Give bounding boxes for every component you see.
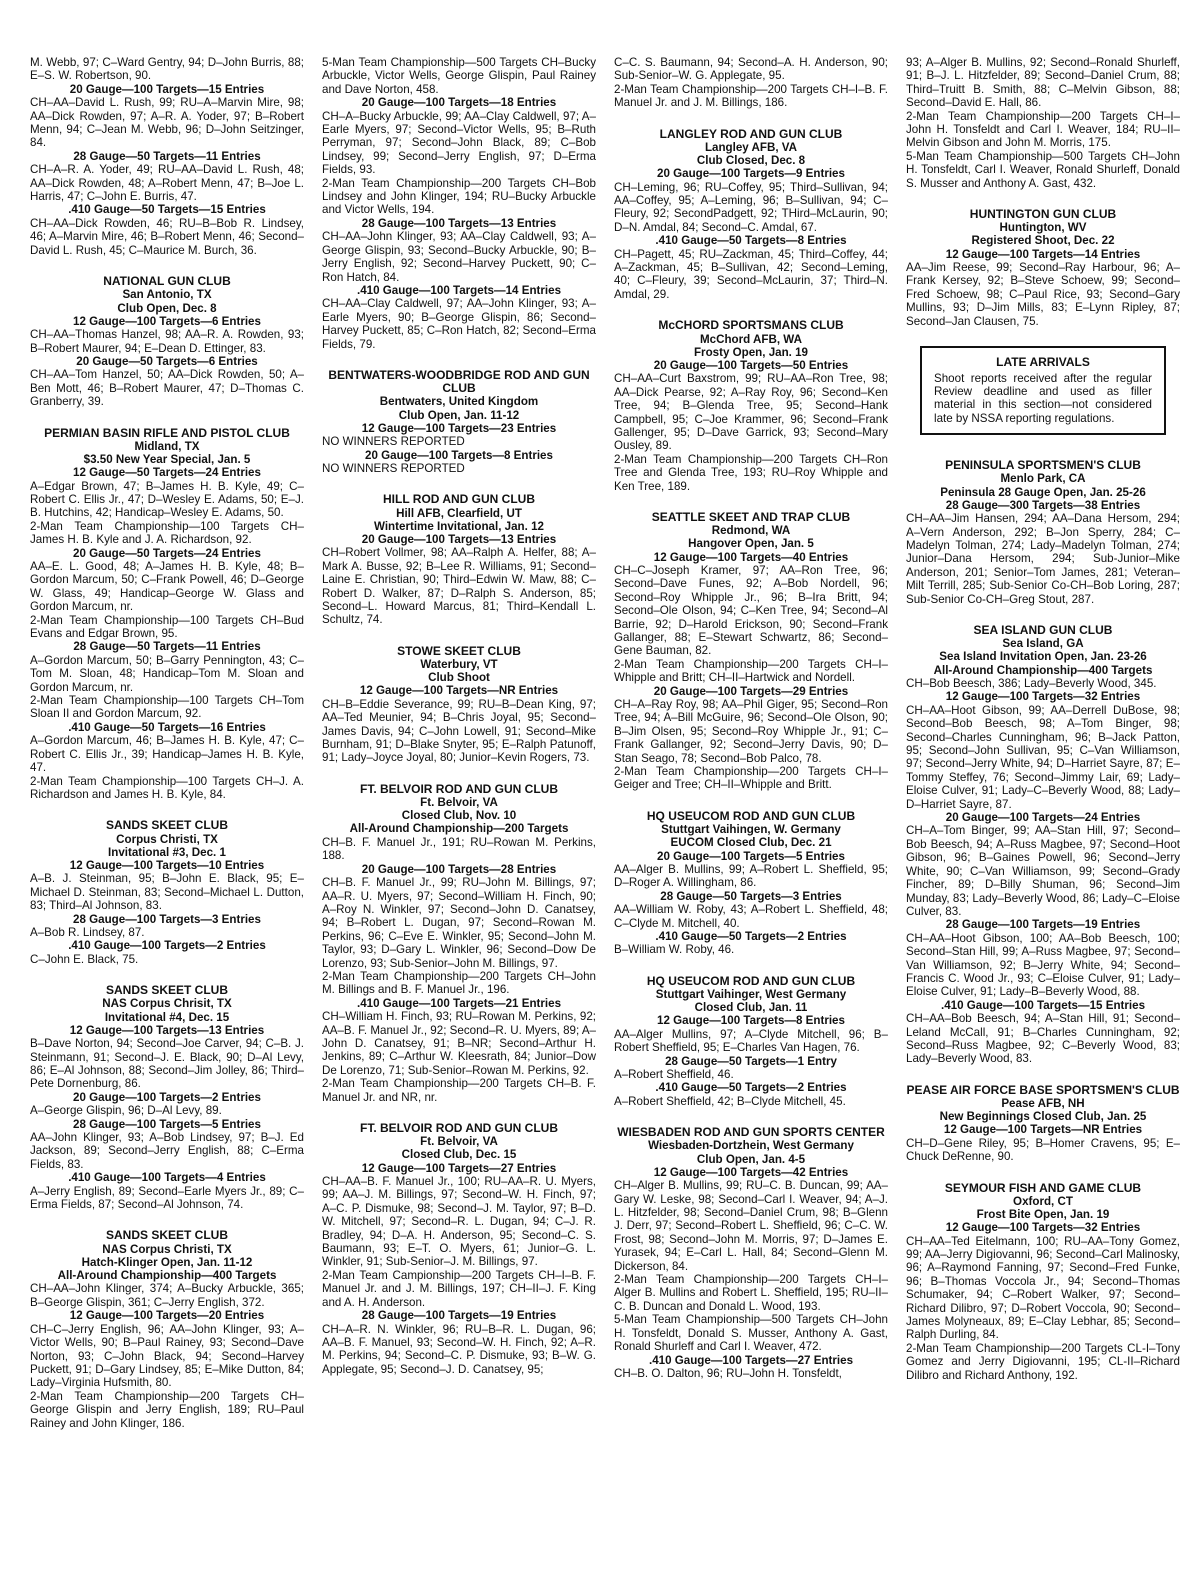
event-heading: 12 Gauge—100 Targets—40 Entries — [653, 550, 849, 564]
event-heading: .410 Gauge—50 Targets—15 Entries — [68, 203, 266, 217]
club-location: Langley AFB, VA — [704, 140, 798, 154]
event-heading: 20 Gauge—100 Targets—18 Entries — [361, 96, 557, 110]
results-text: 2-Man Team Championship—200 Targets CH–John M. Billings and B. F. Manuel Jr., 196. — [322, 969, 596, 997]
club-name: McCHORD SPORTSMANS CLUB — [658, 318, 844, 333]
club-location: Pease AFB, NH — [1001, 1097, 1085, 1110]
club-name: SEATTLE SKEET AND TRAP CLUB — [651, 509, 851, 524]
club-name: WIESBADEN ROD AND GUN SPORTS CENTER — [617, 1125, 885, 1140]
results-text: CH–AA–B. F. Manuel Jr., 100; RU–AA–R. U. Myers, 99; AA–J. M. Billings, 97; Second–W. H. Finch, 97; A–C. P. Dismuke, 98; Second–J. M. Taylor, 97; B–D. W. Mitchell, 97; Second–R. L. Dugan, 94; C–J. R. Bradley, 94; D–A. H. Anderson, 95; Second–C. S. Baumann, 93; E–T. O. Myers, 61; Junior–G. L. Winkler, 91; Sub-Senior–J. M. Billings, 97. — [322, 1175, 596, 1269]
club-header — [614, 319, 888, 359]
event-heading: 12 Gauge—100 Targets—10 Entries — [69, 858, 265, 872]
club-results — [614, 511, 888, 792]
club-header — [906, 208, 1180, 248]
club-results — [322, 493, 596, 626]
event-heading: 20 Gauge—100 Targets—5 Entries — [657, 849, 845, 863]
club-name: SEYMOUR FISH AND GAME CLUB — [944, 1180, 1142, 1195]
results-text: AA–Alger Mullins, 97; A–Clyde Mitchell, 96; B–Robert Sheffield, 95; E–Charles Van Hagen, 76. — [614, 1027, 888, 1055]
event-heading: 28 Gauge—100 Targets—13 Entries — [361, 216, 557, 230]
club-header — [614, 1126, 888, 1166]
results-text: A–Robert Sheffield, 46. — [614, 1067, 734, 1081]
results-text: CH–A–Tom Binger, 99; AA–Stan Hill, 97; Second–Bob Beesch, 94; A–Russ Magbee, 97; Second–Hoot Gibson, 96; B–Gaines Powell, 96; Second–Jerry White, 90; C–Van Williamson, 99; Second–Grady Fincher, 89; D–Billy Shuman, 96; Second–Jim Munday, 83; Lady–Beverly Wood, 86; Lady–C–Eloise Culver, 83. — [906, 824, 1180, 918]
event-name: Frosty Open, Jan. 19 — [693, 345, 809, 359]
results-text: 2-Man Team Championship—200 Targets CH–Ron Tree and Glenda Tree, 193; RU–Roy Whipple and Ken Tree, 189. — [614, 452, 888, 493]
event-heading: 12 Gauge—100 Targets—20 Entries — [69, 1309, 265, 1323]
event-heading: 12 Gauge—100 Targets—NR Entries — [359, 684, 559, 698]
event-name: Frost Bite Open, Jan. 19 — [976, 1208, 1110, 1222]
club-results — [322, 369, 596, 475]
results-text: 2-Man Team Campionship—200 Targets CH–I–B. F. Manuel Jr. and J. M. Billings, 197; CH–II–J. F. King and A. H. Anderson. — [322, 1268, 596, 1309]
event-heading: 20 Gauge—50 Targets—6 Entries — [76, 354, 258, 368]
event-heading: 20 Gauge—100 Targets—15 Entries — [69, 82, 265, 96]
results-text: C–C. S. Baumann, 94; Second–A. H. Anderson, 90; Sub-Senior–W. G. Applegate, 95. — [614, 56, 888, 83]
club-name: SANDS SKEET CLUB — [105, 818, 228, 833]
event-name: Hangover Open, Jan. 5 — [688, 537, 814, 551]
event-heading: .410 Gauge—100 Targets—14 Entries — [356, 283, 562, 297]
results-text: CH–AA–Hoot Gibson, 100; AA–Bob Beesch, 100; Second–Stan Hill, 99; A–Russ Magbee, 97; Second–Van Williamson, 92; B–Jerry White, 94; Second–Francis C. Wood Jr., 93; C–Eloise Culver, 91; Lady–Eloise Culver, 91; Lady–B–Beverly Wood, 88. — [906, 931, 1180, 999]
event-name: Sea Island Invitation Open, Jan. 23-26 — [939, 650, 1147, 664]
club-results — [614, 810, 888, 957]
club-location: Midland, TX — [134, 439, 200, 453]
results-text: NO WINNERS REPORTED — [322, 435, 465, 449]
event-name: Closed Club, Jan. 11 — [694, 1001, 808, 1015]
event-heading: 12 Gauge—100 Targets—8 Entries — [657, 1014, 845, 1028]
club-header — [30, 984, 304, 1024]
event-heading: 20 Gauge—100 Targets—24 Entries — [945, 811, 1141, 825]
club-results — [322, 645, 596, 765]
club-results — [30, 427, 304, 802]
results-text: CH–B–Eddie Severance, 99; RU–B–Dean King, 97; AA–Ted Meunier, 94; B–Chris Joyal, 95; Second–James Davis, 94; C–John Lowell, 91; Second–Mike Burnham, 91; D–Blake Snyter, 95; E–Ralph Patunoff, 91; Lady–Joyce Joyal, 80; Junior–Kevin Rogers, 73. — [322, 697, 596, 765]
event-heading: 20 Gauge—100 Targets—29 Entries — [653, 684, 849, 698]
results-text: CH–AA–Hoot Gibson, 99; AA–Derrell DuBose, 98; Second–Bob Beesch, 98; A–Tom Binger, 98; Second–Charles Cunningham, 96; B–Jack Patton, 95; Second–John Sullivan, 95; C–Van Williamson, 97; Second–Jerry White, 94; D–Harriet Sayre, 87; E–Tommy Steffey, 76; Second–Jimmy Lair, 69; Lady–Eloise Culver, 91; Lady–C–Beverly Wood, 88; Lady–D–Harriet Sayre, 87. — [906, 703, 1180, 811]
club-results — [30, 1229, 304, 1429]
club-location: Corpus Christi, TX — [116, 832, 218, 846]
results-text: CH–Leming, 96; RU–Coffey, 95; Third–Sullivan, 94; AA–Coffey, 95; A–Leming, 96; B–Sullivan, 94; C–Fleury, 92; SecondPadgett, 92; THird–McLaurin, 90; D–N. Amdal, 84; Second–C. Amdal, 67. — [614, 180, 888, 234]
club-name: STOWE SKEET CLUB — [397, 643, 521, 658]
results-text: CH–AA–Tom Hanzel, 50; AA–Dick Rowden, 50; A–Ben Mott, 46; B–Robert Maurer, 47; D–Thomas C. Granberry, 39. — [30, 368, 304, 409]
club-name: HQ USEUCOM ROD AND GUN CLUB — [646, 808, 856, 823]
event-heading: 20 Gauge—100 Targets—28 Entries — [361, 862, 557, 876]
club-results — [322, 783, 596, 1104]
results-text: CH–A–Ray Roy, 98; AA–Phil Giger, 95; Second–Ron Tree, 94; A–Bill McGuire, 96; Second–Ole Olson, 90; B–Jim Olsen, 95; Second–Roy Whipple Jr., 91; C–Frank Gallanger, 92; Second–Jerry Davis, 90; D–Stan Seago, 78; Second–Bob Palco, 78. — [614, 698, 888, 765]
event-name: New Beginnings Closed Club, Jan. 25 — [939, 1110, 1147, 1124]
club-name: LANGLEY ROD AND GUN CLUB — [659, 126, 843, 141]
club-name: FT. BELVOIR ROD AND GUN CLUB — [360, 781, 558, 796]
event-heading: All-Around Championship—400 Targets — [933, 663, 1153, 677]
event-heading: .410 Gauge—50 Targets—16 Entries — [68, 720, 266, 734]
club-location: San Antonio, TX — [122, 288, 212, 302]
event-heading: .410 Gauge—50 Targets—2 Entries — [655, 929, 847, 943]
column-1 — [30, 56, 304, 1556]
club-results — [322, 56, 596, 351]
event-name: Club Open, Jan. 4-5 — [696, 1152, 806, 1166]
club-header — [322, 645, 596, 685]
club-location: Oxford, CT — [1013, 1194, 1073, 1208]
results-text: CH–AA–John Klinger, 93; AA–Clay Caldwell, 93; A–George Glispin, 93; Second–Bucky Arbuckle, 90; B–Jerry English, 92; Second–Harvey Puckett, 90; C–Ron Hatch, 84. — [322, 230, 596, 284]
event-heading: 28 Gauge—100 Targets—5 Entries — [73, 1117, 261, 1131]
club-header — [614, 511, 888, 551]
club-name: SANDS SKEET CLUB — [105, 1228, 228, 1243]
club-location: Ft. Belvoir, VA — [420, 1135, 498, 1149]
results-text: CH–B. O. Dalton, 96; RU–John H. Tonsfeldt, — [614, 1366, 842, 1380]
club-results — [30, 275, 304, 408]
results-text: 2-Man Team Championship—100 Targets CH–Tom Sloan II and Gordon Marcum, 92. — [30, 694, 304, 721]
results-text: 2-Man Team Championship—200 Targets CH–I–Whipple and Britt; CH–II–Hartwick and Nordell. — [614, 657, 888, 685]
results-text: A–Robert Sheffield, 42; B–Clyde Mitchell, 45. — [614, 1094, 846, 1108]
results-text: CH–A–Bucky Arbuckle, 99; AA–Clay Caldwell, 97; A–Earle Myers, 97; Second–Victor Wells, 95; B–Ruth Perryman, 97; Second–John Black, 89; C–Bob Lindsey, 99; Second–Jerry English, 97; D–Erma Fields, 93. — [322, 109, 596, 177]
club-name: HUNTINGTON GUN CLUB — [969, 207, 1117, 222]
results-text: C–John E. Black, 75. — [30, 952, 139, 966]
results-text: 2-Man Team Championship—100 Targets CH–J. A. Richardson and James H. B. Kyle, 84. — [30, 774, 304, 801]
club-location: Stuttgart Vaihinger, West Germany — [655, 987, 847, 1001]
event-name: Invitational #3, Dec. 1 — [108, 845, 226, 859]
event-heading: 20 Gauge—100 Targets—2 Entries — [73, 1090, 261, 1104]
event-heading: 12 Gauge—100 Targets—23 Entries — [361, 421, 557, 435]
event-name: Registered Shoot, Dec. 22 — [971, 234, 1115, 248]
results-text: 2-Man Team Championship—200 Targets CH–I–Geiger and Tree; CH–II–Whipple and Britt. — [614, 765, 888, 792]
club-header — [30, 275, 304, 315]
club-location: Waterbury, VT — [420, 658, 498, 672]
club-name: PERMIAN BASIN RIFLE AND PISTOL CLUB — [44, 425, 290, 440]
event-heading: 28 Gauge—300 Targets—38 Entries — [945, 498, 1141, 512]
box-title: LATE ARRIVALS — [996, 355, 1090, 370]
club-name: HQ USEUCOM ROD AND GUN CLUB — [646, 973, 856, 988]
event-name: Club Shoot — [428, 671, 490, 685]
club-results — [614, 1126, 888, 1380]
event-name: $3.50 New Year Special, Jan. 5 — [83, 452, 251, 466]
club-results — [906, 208, 1180, 328]
results-text: CH–AA–Curt Baxstrom, 99; RU–AA–Ron Tree, 98; AA–Dick Pearse, 92; A–Ray Roy, 96; Second–Ken Tree, 94; B–Glenda Tree, 95; Second–Hank Campbell, 95; C–Joe Krammer, 96; Second–Frank Gallenger, 95; D–Dave Garrick, 93; Second–Mary Ousley, 89. — [614, 372, 888, 453]
results-text: CH–William H. Finch, 93; RU–Rowan M. Perkins, 92; AA–B. F. Manuel Jr., 92; Second–R. U. Myers, 89; A–John D. Canatsey, 91; B–NR; Second–Arthur H. Jenkins, 89; C–Arthur W. Kleesrath, 84; Junior–Dow De Lorenzo, 71; Sub-Senior–Rowan M. Perkins, 92. — [322, 1010, 596, 1077]
club-results — [614, 975, 888, 1108]
club-results — [906, 1084, 1180, 1164]
event-heading: 20 Gauge—100 Targets—50 Entries — [653, 358, 849, 372]
results-text: 2-Man Team Championship—200 Targets CL-I–Tony Gomez and Jerry Digiovanni, 195; CL-II–Richard Dilibro and Richard Anthony, 192. — [906, 1341, 1180, 1382]
event-heading: 12 Gauge—100 Targets—NR Entries — [943, 1123, 1143, 1137]
club-header — [30, 1229, 304, 1269]
column-4 — [906, 56, 1180, 1556]
event-name: Club Open, Jan. 11-12 — [398, 408, 520, 422]
event-name: Peninsula 28 Gauge Open, Jan. 25-26 — [940, 485, 1146, 499]
club-results — [614, 319, 888, 493]
event-heading: 28 Gauge—100 Targets—3 Entries — [73, 912, 261, 926]
club-results — [906, 56, 1180, 190]
results-text: AA–John Klinger, 93; A–Bob Lindsey, 97; B–J. Ed Jackson, 89; Second–Jerry English, 88; C–Erma Fields, 83. — [30, 1131, 304, 1171]
event-heading: All-Around Championship—200 Targets — [349, 822, 569, 836]
event-heading: .410 Gauge—100 Targets—21 Entries — [356, 996, 562, 1010]
club-location: Bentwaters, United Kingdom — [379, 395, 539, 409]
event-heading: .410 Gauge—100 Targets—15 Entries — [940, 998, 1146, 1012]
results-text: A–Gordon Marcum, 46; B–James H. B. Kyle, 47; C–Robert C. Ellis Jr., 39; Handicap–James H. B. Kyle, 47. — [30, 734, 304, 775]
results-text: 2-Man Team Championship—200 Targets CH–B. F. Manuel Jr. and NR, nr. — [322, 1077, 596, 1104]
results-text: 5-Man Team Championship—500 Targets CH–John H. Tonsfeldt, Donald S. Musser, Anthony A. Gast, Ronald Shurleff and Carl I. Weaver, 472. — [614, 1313, 888, 1354]
results-text: CH–AA–John Klinger, 374; A–Bucky Arbuckle, 365; B–George Glispin, 361; C–Jerry English, 372. — [30, 1282, 304, 1309]
club-header — [322, 369, 596, 422]
event-heading: 20 Gauge—50 Targets—24 Entries — [73, 546, 261, 560]
club-header — [906, 624, 1180, 664]
event-heading: 12 Gauge—100 Targets—32 Entries — [945, 1221, 1141, 1235]
results-text: AA–E. L. Good, 48; A–James H. B. Kyle, 48; B–Gordon Marcum, 50; C–Frank Powell, 46; D–George W. Glass, 49; Handicap–George W. Glass and Gordon Marcum, nr. — [30, 560, 304, 614]
results-text: 2-Man Team Championship—200 Targets CH–I–B. F. Manuel Jr. and J. M. Billings, 186. — [614, 82, 888, 110]
results-text: AA–William W. Roby, 43; A–Robert L. Sheffield, 48; C–Clyde M. Mitchell, 40. — [614, 903, 888, 930]
results-text: B–William W. Roby, 46. — [614, 943, 735, 957]
results-text: A–B. J. Steinman, 95; B–John E. Black, 95; E–Michael D. Steinman, 83; Second–Michael L. Dutton, 83; Third–Al Johnson, 83. — [30, 872, 304, 913]
results-text: CH–AA–Ted Eitelmann, 100; RU–AA–Tony Gomez, 99; AA–Jerry Digiovanni, 96; Second–Carl Malinosky, 96; A–Raymond Fanning, 97; Second–Fred Funke, 96; B–Thomas Voccola Jr., 94; Second–Thomas Schumaker, 94; C–Robert Walker, 97; Second–Richard Dilibro, 97; D–Robert Voccola, 90; Second–James Molyneaux, 89; E–Clay Lebhar, 85; Second–Ralph Durling, 84. — [906, 1234, 1180, 1342]
club-header — [322, 783, 596, 823]
club-name: SEA ISLAND GUN CLUB — [973, 623, 1113, 637]
event-name: Closed Club, Nov. 10 — [401, 809, 517, 823]
club-location: Menlo Park, CA — [1000, 472, 1086, 486]
club-name: BENTWATERS-WOODBRIDGE ROD AND GUN CLUB — [328, 367, 590, 396]
results-text: CH–AA–David L. Rush, 99; RU–A–Marvin Mire, 98; AA–Dick Rowden, 97; A–R. A. Yoder, 97; B–Robert Menn, 94; C–Jean M. Webb, 96; D–John Seitzinger, 84. — [30, 96, 304, 150]
results-text: CH–A–R. A. Yoder, 49; RU–AA–David L. Rush, 48; AA–Dick Rowden, 48; A–Robert Menn, 47; B–Joe L. Harris, 47; C–John E. Burris, 47. — [30, 163, 304, 204]
event-heading: 12 Gauge—100 Targets—27 Entries — [361, 1161, 557, 1175]
results-text: A–George Glispin, 96; D–Al Levy, 89. — [30, 1104, 222, 1118]
club-header — [30, 427, 304, 467]
results-text: CH–Robert Vollmer, 98; AA–Ralph A. Helfer, 88; A–Mark A. Busse, 92; B–Lee R. Williams, 91; Second–Laine E. Christian, 90; Third–Edwin W. Maw, 88; C–Robert D. Walker, 87; D–Ralph S. Anderson, 85; Second–L. Howard Marcus, 81; Third–Kendall L. Schultz, 74. — [322, 546, 596, 627]
event-heading: 12 Gauge—100 Targets—13 Entries — [69, 1023, 265, 1037]
results-text: B–Dave Norton, 94; Second–Joe Carver, 94; C–B. J. Steinmann, 91; Second–J. E. Black, 90; D–Al Levy, 86; E–Al Johnson, 88; Second–Jim Jolley, 86; Third–Pete Dornenburg, 86. — [30, 1037, 304, 1091]
results-text: 2-Man Team Championship—100 Targets CH–Bud Evans and Edgar Brown, 95. — [30, 613, 304, 641]
club-results — [322, 1122, 596, 1376]
club-name: SANDS SKEET CLUB — [105, 983, 228, 998]
event-heading: 12 Gauge—100 Targets—14 Entries — [945, 247, 1141, 261]
club-results — [906, 1182, 1180, 1382]
results-text: 93; A–Alger B. Mullins, 92; Second–Ronald Shurleff, 91; B–J. L. Hitzfelder, 89; Second–Daniel Crum, 88; Third–Truitt B. Smith, 88; C–Melvin Gibson, 88; Second–David E. Hall, 86. — [906, 56, 1180, 110]
club-header — [322, 1122, 596, 1162]
event-heading: .410 Gauge—50 Targets—2 Entries — [655, 1081, 847, 1095]
results-page — [30, 56, 1180, 1556]
results-text: A–Gordon Marcum, 50; B–Garry Pennington, 43; C–Tom M. Sloan, 48; Handicap–Tom M. Sloan and Gordon Marcum, nr. — [30, 653, 304, 694]
event-heading: .410 Gauge—100 Targets—4 Entries — [68, 1171, 266, 1185]
club-results — [906, 624, 1180, 1066]
club-location: Stuttgart Vaihingen, W. Germany — [661, 823, 841, 837]
results-text: CH–AA–Thomas Hanzel, 98; AA–R. A. Rowden, 93; B–Robert Maurer, 94; E–Dean D. Ettinger, 83. — [30, 328, 304, 355]
club-header — [322, 493, 596, 533]
results-text: 2-Man Team Championship—200 Targets CH–Bob Lindsey and John Klinger, 194; RU–Bucky Arbuckle and Victor Wells, 194. — [322, 176, 596, 217]
results-text: CH–C–Joseph Kramer, 97; AA–Ron Tree, 96; Second–Dave Funes, 92; A–Bob Nordell, 96; Second–Roy Whipple Jr., 96; B–Ira Britt, 94; Second–Ole Olson, 94; C–Ken Tree, 94; Second–Al Barrie, 92; D–Harold Erickson, 90; Second–Frank Gallanger, 88; E–Stewart Schwartz, 86; Second–Gene Bauman, 82. — [614, 563, 888, 658]
event-heading: All-Around Championship—400 Targets — [57, 1269, 277, 1283]
club-name: NATIONAL GUN CLUB — [103, 274, 231, 289]
club-location: Ft. Belvoir, VA — [420, 796, 498, 810]
club-location: Hill AFB, Clearfield, UT — [396, 506, 522, 520]
club-header — [906, 459, 1180, 499]
event-heading: .410 Gauge—100 Targets—2 Entries — [68, 939, 266, 953]
club-results — [614, 128, 888, 302]
results-text: CH–D–Gene Riley, 95; B–Homer Cravens, 95; E–Chuck DeRenne, 90. — [906, 1136, 1180, 1164]
event-heading: 28 Gauge—100 Targets—19 Entries — [361, 1309, 557, 1323]
results-text: CH–Alger B. Mullins, 99; RU–C. B. Duncan, 99; AA–Gary W. Leske, 98; Second–Carl I. Weaver, 94; A–J. L. Hitzfelder, 98; Second–Daniel Crum, 98; B–Glenn J. Derr, 97; Second–Robert L. Sheffield, 96; C–C. W. Frost, 98; Second–John M. Morris, 97; D–James E. Yurasek, 94; E–Carl L. Hall, 84; Second–Glenn M. Dickerson, 84. — [614, 1179, 888, 1273]
club-results — [906, 459, 1180, 606]
results-text: CH–AA–Bob Beesch, 94; A–Stan Hill, 91; Second–Leland McCall, 91; B–Charles Cunningham, 92; Second–Russ Magbee, 92; C–Beverly Wood, 83; Lady–Beverly Wood, 83. — [906, 1012, 1180, 1066]
club-location: Redmond, WA — [711, 524, 791, 538]
results-text: AA–Alger B. Mullins, 99; A–Robert L. Sheffield, 95; D–Roger A. Willingham, 86. — [614, 862, 888, 890]
event-heading: 12 Gauge—50 Targets—24 Entries — [73, 466, 261, 480]
club-header — [614, 810, 888, 850]
event-name: Club Open, Dec. 8 — [117, 301, 217, 315]
results-text: 2-Man Team Championship—200 Targets CH–George Glispin and Jerry English, 189; RU–Paul Rainey and John Klinger, 186. — [30, 1389, 304, 1430]
results-text: CH–B. F. Manuel Jr., 99; RU–John M. Billings, 97; AA–R. U. Myers, 97; Second–William H. Finch, 90; A–Roy N. Winkler, 97; Second–John D. Canatsey, 94; B–Robert L. Dugan, 97; Second–Rowan M. Perkins, 96; C–Eve E. Winkler, 95; Second–John M. Taylor, 93; D–Gary L. Winkler, 96; Second–Dow De Lorenzo, 93; Sub-Senior–John M. Billings, 97. — [322, 876, 596, 970]
club-results — [30, 56, 304, 257]
club-name: PENINSULA SPORTSMEN'S CLUB — [945, 458, 1141, 473]
club-location: Wiesbaden-Dortzhein, West Germany — [648, 1139, 854, 1153]
results-text: 2-Man Team Championship—200 Targets CH–I–Alger B. Mullins and Robert L. Sheffield, 195; RU–II–C. B. Duncan and Donald L. Wood, 193. — [614, 1273, 888, 1313]
event-name: Club Closed, Dec. 8 — [696, 154, 806, 168]
club-header — [906, 1182, 1180, 1222]
event-name: Wintertime Invitational, Jan. 12 — [374, 519, 544, 533]
results-text: CH–Pagett, 45; RU–Zackman, 45; Third–Coffey, 44; A–Zackman, 45; B–Sullivan, 42; Second–Leming, 40; C–Fleury, 39; Second–McLaurin, 37; Third–N. Amdal, 29. — [614, 247, 888, 301]
event-heading: 28 Gauge—50 Targets—3 Entries — [660, 889, 842, 903]
results-text: M. Webb, 97; C–Ward Gentry, 94; D–John Burris, 88; E–S. W. Robertson, 90. — [30, 56, 304, 83]
column-2 — [322, 56, 596, 1556]
club-name: HILL ROD AND GUN CLUB — [383, 492, 535, 507]
club-location: Sea Island, GA — [1002, 637, 1084, 651]
club-results — [30, 819, 304, 966]
club-location: NAS Corpus Chrisit, TX — [102, 997, 232, 1011]
results-text: 5-Man Team Championship—500 Targets CH–Bucky Arbuckle, Victor Wells, George Glispin, Paul Rainey and Dave Norton, 458. — [322, 56, 596, 96]
club-results — [30, 984, 304, 1211]
event-name: Closed Club, Dec. 15 — [401, 1148, 517, 1162]
results-text: A–Bob R. Lindsey, 87. — [30, 925, 145, 939]
event-heading: 28 Gauge—50 Targets—1 Entry — [665, 1054, 837, 1068]
results-text: NO WINNERS REPORTED — [322, 461, 465, 475]
event-heading: 12 Gauge—100 Targets—32 Entries — [945, 690, 1141, 704]
event-name: Invitational #4, Dec. 15 — [104, 1010, 230, 1024]
event-heading: 28 Gauge—100 Targets—19 Entries — [945, 918, 1141, 932]
late-arrivals-box — [920, 346, 1166, 435]
event-heading: 20 Gauge—100 Targets—9 Entries — [657, 167, 845, 181]
event-heading: 12 Gauge—100 Targets—42 Entries — [653, 1165, 849, 1179]
results-text: CH–B. F. Manuel Jr., 191; RU–Rowan M. Perkins, 188. — [322, 835, 596, 863]
event-heading: 20 Gauge—100 Targets—13 Entries — [361, 532, 557, 546]
club-header — [614, 128, 888, 168]
results-text: AA–Jim Reese, 99; Second–Ray Harbour, 96; A–Frank Kersey, 92; B–Steve Schoew, 99; Second–Fred Schoew, 98; C–Paul Rice, 93; Second–Gary Mullins, 93; D–Jim Mills, 83; E–Lynn Ripley, 87; Second–Jan Clausen, 75. — [906, 261, 1180, 328]
results-text: CH–C–Jerry English, 96; AA–John Klinger, 93; A–Victor Wells, 90; B–Paul Rainey, 93; Second–Dave Norton, 93; C–John Black, 94; Second–Harvey Puckett, 91; D–Gary Lindsey, 85; E–Mike Dutton, 84; Lady–Virginia Hufsmith, 80. — [30, 1322, 304, 1390]
results-text: A–Edgar Brown, 47; B–James H. B. Kyle, 49; C–Robert C. Ellis Jr., 47; D–Wesley E. Adams, 50; E–J. B. Hutchins, 42; Handicap–Wesley E. Adams, 50. — [30, 479, 304, 520]
results-text: CH–AA–Jim Hansen, 294; AA–Dana Hersom, 294; A–Vern Anderson, 292; B–Jon Sperry, 284; C–Madelyn Tolman, 274; Lady–Madelyn Tolman, 274; Junior–Dana Hersom, 294; Sub-Junior–Mike Anderson, 201; Senior–Tom James, 281; Veteran–Milt Terrill, 285; Sub-Senior Co-CH–Bob Loring, 287; Sub-Senior Co-CH–Greg Stout, 287. — [906, 512, 1180, 606]
club-results — [614, 56, 888, 110]
event-name: Hatch-Klinger Open, Jan. 11-12 — [81, 1255, 253, 1269]
club-location: NAS Corpus Christi, TX — [102, 1242, 232, 1256]
box-text: Shoot reports received after the regular Review deadline and used as filler material in this section—not considered late by NSSA reporting regulations. — [934, 371, 1152, 425]
results-text: CH–AA–Dick Rowden, 46; RU–B–Bob R. Lindsey, 46; A–Marvin Mire, 46; B–Robert Menn, 46; Second–David L. Rush, 45; C–Maurice M. Burch, 36. — [30, 216, 304, 257]
event-heading: .410 Gauge—100 Targets—27 Entries — [648, 1353, 854, 1367]
results-text: 2-Man Team Championship—200 Targets CH–I–John H. Tonsfeldt and Carl I. Weaver, 184; RU–II–Melvin Gibson and John M. Morris, 175. — [906, 109, 1180, 150]
event-name: EUCOM Closed Club, Dec. 21 — [670, 836, 832, 850]
results-text: 5-Man Team Championship—500 Targets CH–John H. Tonsfeldt, Carl I. Weaver, Ronald Shurleff, Donald S. Musser and Anthony A. Gast, 432. — [906, 149, 1180, 190]
club-name: PEASE AIR FORCE BASE SPORTSMEN'S CLUB — [906, 1082, 1180, 1097]
column-3 — [614, 56, 888, 1556]
club-location: McChord AFB, WA — [700, 332, 802, 346]
club-header — [614, 975, 888, 1015]
results-text: CH–AA–Clay Caldwell, 97; AA–John Klinger, 93; A–Earle Myers, 90; B–George Glispin, 86; Second–Harvey Puckett, 85; C–Ron Hatch, 82; Second–Erma Fields, 79. — [322, 297, 596, 351]
event-heading: .410 Gauge—50 Targets—8 Entries — [655, 234, 847, 248]
results-text: 2-Man Team Championship—100 Targets CH–James H. B. Kyle and J. A. Richardson, 92. — [30, 519, 304, 547]
club-location: Huntington, WV — [999, 221, 1087, 235]
event-heading: 12 Gauge—100 Targets—6 Entries — [73, 314, 261, 328]
event-heading: 28 Gauge—50 Targets—11 Entries — [73, 640, 261, 654]
club-header — [30, 819, 304, 859]
event-heading: 20 Gauge—100 Targets—8 Entries — [365, 448, 553, 462]
results-text: A–Jerry English, 89; Second–Earle Myers Jr., 89; C–Erma Fields, 87; Second–Al Johnson, 74. — [30, 1184, 304, 1212]
event-heading: 28 Gauge—50 Targets—11 Entries — [73, 149, 261, 163]
club-header — [906, 1084, 1180, 1124]
results-text: CH–A–R. N. Winkler, 96; RU–B–R. L. Dugan, 96; AA–B. F. Manuel, 93; Second–W. H. Finch, 92; A–R. M. Perkins, 94; Second–C. P. Dismuke, 93; B–W. G. Applegate, 95; Second–J. D. Canatsey, 95; — [322, 1322, 596, 1376]
results-text: CH–Bob Beesch, 386; Lady–Beverly Wood, 345. — [906, 677, 1157, 691]
club-name: FT. BELVOIR ROD AND GUN CLUB — [360, 1121, 558, 1136]
